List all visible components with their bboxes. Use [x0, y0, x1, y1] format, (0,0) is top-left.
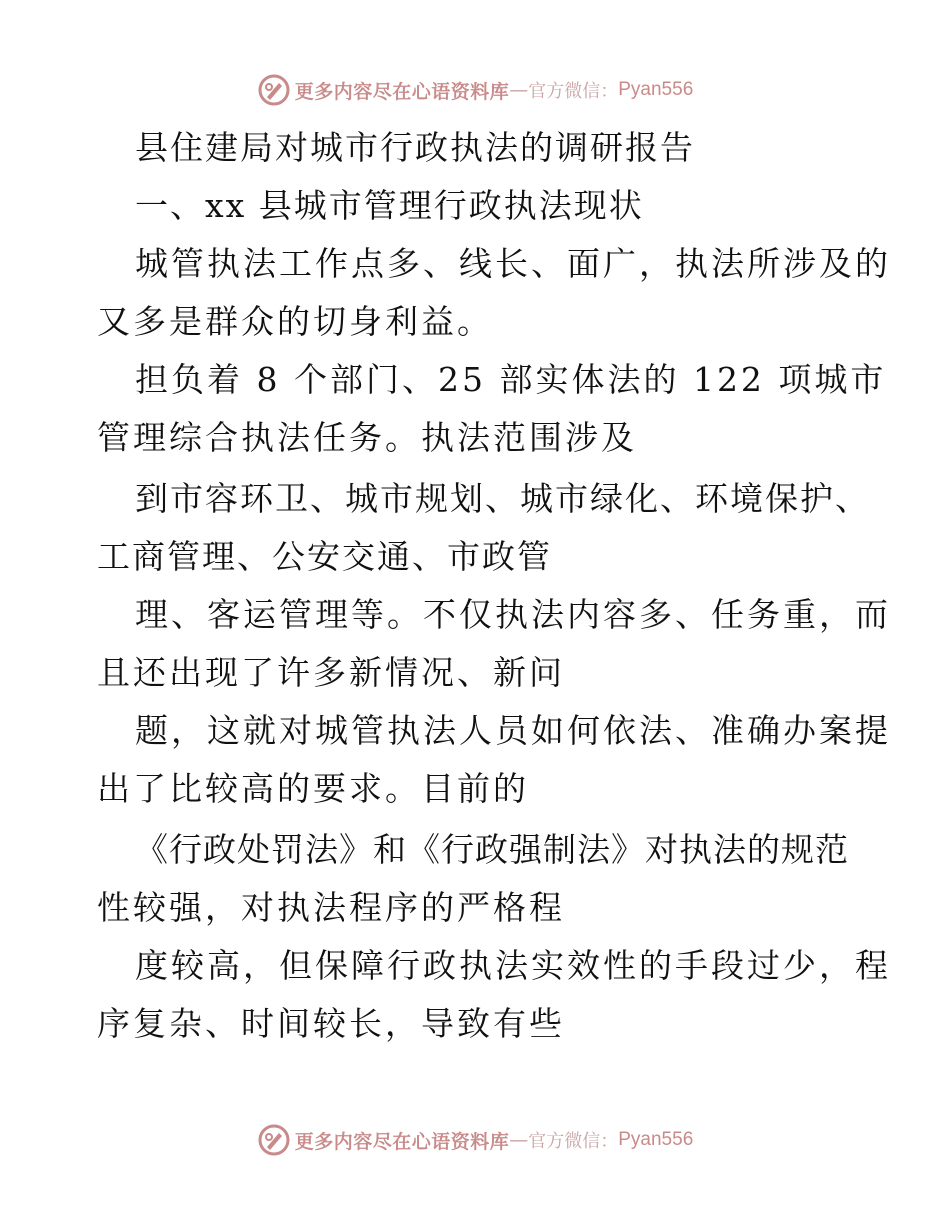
watermark-dash: — [509, 1129, 529, 1151]
watermark-wechat-id: Pyan556 [618, 79, 694, 100]
header-watermark [0, 70, 950, 110]
body-line: 理、客运管理等。不仅执法内容多、任务重，而 [135, 595, 891, 634]
watermark-library-text: 更多内容尽在心语资料库 [294, 1130, 510, 1153]
watermark-wechat-label: 官方微信： [528, 81, 619, 102]
watermark-dash: — [509, 79, 529, 101]
pen-logo-icon [257, 1123, 291, 1157]
body-line: 管理综合执法任务。执法范围涉及 [97, 418, 637, 457]
pen-logo-icon [257, 73, 291, 107]
body-line: 《行政处罚法》和《行政强制法》对执法的规范 [135, 830, 849, 869]
body-line: 性较强，对执法程序的严格程 [97, 888, 565, 927]
body-line: 题，这就对城管执法人员如何依法、准确办案提 [135, 711, 891, 750]
watermark-library-text: 更多内容尽在心语资料库 [294, 80, 510, 103]
watermark-wechat-id: Pyan556 [618, 1129, 694, 1150]
footer-watermark [0, 1120, 950, 1160]
body-line: 到市容环卫、城市规划、城市绿化、环境保护、 [135, 479, 870, 518]
section-heading: 一、xx 县城市管理行政执法现状 [135, 186, 644, 225]
body-line: 工商管理、公安交通、市政管 [97, 537, 552, 576]
body-line: 度较高，但保障行政执法实效性的手段过少，程 [135, 946, 891, 985]
body-line: 且还出现了许多新情况、新问 [97, 653, 565, 692]
body-line: 出了比较高的要求。目前的 [97, 769, 529, 808]
body-line: 又多是群众的切身利益。 [97, 302, 493, 341]
body-line: 担负着 8 个部门、25 部实体法的 122 项城市 [135, 360, 887, 399]
body-line: 城管执法工作点多、线长、面广，执法所涉及的 [135, 244, 891, 283]
body-line: 序复杂、时间较长，导致有些 [97, 1004, 565, 1043]
document-title: 县住建局对城市行政执法的调研报告 [135, 128, 695, 167]
watermark-wechat-label: 官方微信： [528, 1131, 619, 1152]
